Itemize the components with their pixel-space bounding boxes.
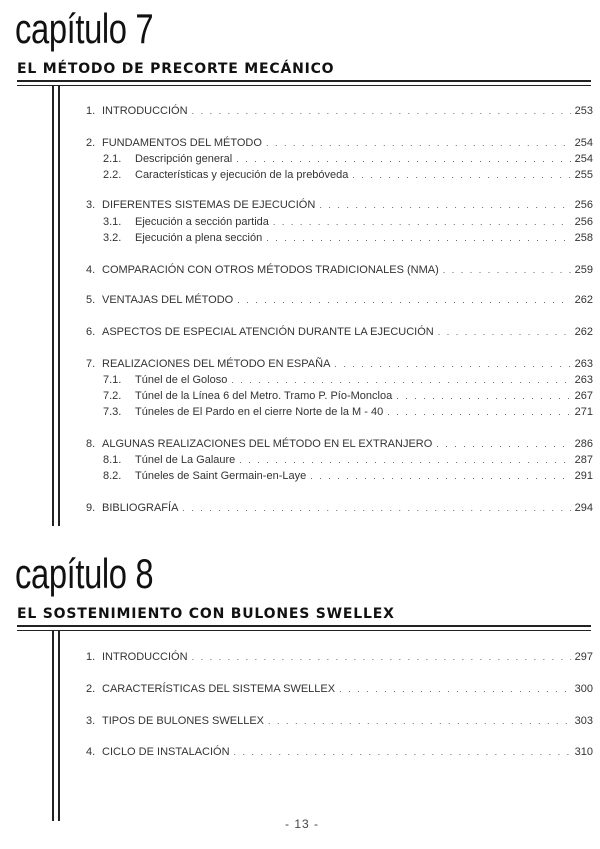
toc-entry: 1. INTRODUCCIÓN . . . 253 <box>86 103 593 117</box>
toc-entry: 2. CARACTERÍSTICAS DEL SISTEMA SWELLEX . . . 300 <box>86 681 593 695</box>
toc-subentry: 3.1. Ejecución a sección partida . . . 256 <box>103 214 593 228</box>
chapter-heading: capítulo 8 <box>15 550 154 597</box>
toc-entry: 9. BIBLIOGRAFÍA . . . 294 <box>86 500 593 514</box>
toc-subentry: 7.1. Túnel de el Goloso . . . 263 <box>103 372 593 386</box>
toc-entry: 6. ASPECTOS DE ESPECIAL ATENCIÓN DURANTE LA EJECUCIÓN . . . 262 <box>86 324 593 338</box>
margin-bar <box>52 86 60 526</box>
toc-subentry: 8.1. Túnel de La Galaure . . . 287 <box>103 452 593 466</box>
toc-subentry: 2.1. Descripción general . . . 254 <box>103 151 593 165</box>
toc-entry: 5. VENTAJAS DEL MÉTODO . . . 262 <box>86 292 593 306</box>
header-rule <box>17 625 591 631</box>
chapter-heading: capítulo 7 <box>15 5 154 52</box>
toc-entry: 7. REALIZACIONES DEL MÉTODO EN ESPAÑA . . . 263 <box>86 356 593 370</box>
toc-subentry: 7.3. Túneles de El Pardo en el cierre Norte de la M - 40 . . . 271 <box>103 404 593 418</box>
margin-bar <box>52 631 60 821</box>
chapter-subtitle: EL MÉTODO DE PRECORTE MECÁNICO <box>17 61 335 77</box>
toc-entry: 3. TIPOS DE BULONES SWELLEX . . . 303 <box>86 713 593 727</box>
page-number: - 13 - <box>285 817 320 831</box>
toc-entry: 8. ALGUNAS REALIZACIONES DEL MÉTODO EN EL EXTRANJERO . . . 286 <box>86 436 593 450</box>
toc-entry: 4. COMPARACIÓN CON OTROS MÉTODOS TRADICIONALES (NMA) . . . 259 <box>86 262 593 276</box>
header-rule <box>17 80 591 86</box>
toc-entry: 1. INTRODUCCIÓN . . . 297 <box>86 649 593 663</box>
toc-subentry: 3.2. Ejecución a plena sección . . . 258 <box>103 230 593 244</box>
toc-entry: 3. DIFERENTES SISTEMAS DE EJECUCIÓN . . . 256 <box>86 197 593 211</box>
chapter-subtitle: EL SOSTENIMIENTO CON BULONES SWELLEX <box>17 606 395 622</box>
toc-entry: 2. FUNDAMENTOS DEL MÉTODO . . . 254 <box>86 135 593 149</box>
toc-subentry: 8.2. Túneles de Saint Germain-en-Laye . . . 291 <box>103 468 593 482</box>
toc-subentry: 7.2. Túnel de la Línea 6 del Metro. Tramo P. Pío-Moncloa . . . 267 <box>103 388 593 402</box>
toc-subentry: 2.2. Características y ejecución de la prebóveda . . . 255 <box>103 167 593 181</box>
toc-entry: 4. CICLO DE INSTALACIÓN . . . 310 <box>86 744 593 758</box>
